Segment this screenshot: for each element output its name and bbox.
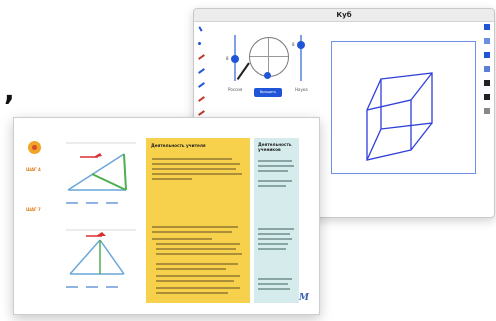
pen-tool-icon[interactable] — [196, 52, 206, 62]
camera-icon[interactable] — [484, 80, 490, 89]
text-line — [152, 168, 236, 170]
text-line — [152, 226, 238, 228]
slider-right-value: 8 — [292, 42, 295, 47]
angle-icon[interactable] — [484, 38, 490, 47]
text-line — [152, 158, 232, 160]
slider-right[interactable] — [300, 35, 302, 81]
reflect-icon[interactable] — [484, 52, 490, 61]
thumb2-legend-3 — [106, 286, 118, 288]
move-icon[interactable] — [484, 24, 490, 33]
point-tool-icon[interactable] — [196, 38, 206, 48]
teacher-activity-column — [146, 138, 250, 303]
text-line — [156, 292, 228, 294]
text-line — [156, 280, 234, 282]
slider-left-knob[interactable] — [231, 55, 239, 63]
polygon-tool-icon[interactable] — [196, 94, 206, 104]
thumb1-caption — [66, 142, 136, 144]
slider-right-knob[interactable] — [297, 41, 305, 49]
text-line — [258, 228, 294, 230]
thumb2-legend-2 — [86, 286, 98, 288]
text-line — [258, 248, 286, 250]
text-line — [258, 283, 288, 285]
video-icon[interactable] — [484, 94, 490, 103]
text-line — [258, 278, 292, 280]
thumb1-legend-3 — [106, 202, 118, 204]
text-line — [152, 163, 240, 165]
text-line — [156, 268, 226, 270]
triangle-figure-1 — [62, 146, 134, 198]
text-line — [258, 243, 288, 245]
comma-glyph: , — [4, 74, 15, 107]
slider-left-label: Россия — [228, 87, 243, 92]
segment-tool-icon[interactable] — [196, 80, 206, 90]
right-toolbar — [484, 24, 490, 122]
text-line — [156, 287, 240, 289]
step-label-1: ШАГ 4 — [26, 167, 41, 172]
window-title: Куб — [194, 9, 494, 22]
thumb1-legend-2 — [86, 202, 98, 204]
step-label-2: ШАГ 7 — [26, 207, 41, 212]
slider-left[interactable] — [234, 35, 236, 81]
text-line — [258, 238, 292, 240]
text-line — [258, 180, 292, 182]
layers-icon[interactable] — [484, 66, 490, 75]
text-line — [156, 253, 242, 255]
thumb2-caption — [66, 229, 136, 231]
text-line — [156, 243, 240, 245]
text-line — [258, 165, 294, 167]
thumb2-legend-1 — [66, 286, 78, 288]
text-line — [152, 231, 232, 233]
text-line — [258, 233, 290, 235]
rotate-button[interactable]: Вращать — [254, 88, 282, 97]
student-column-heading: Деятельность учеников — [258, 142, 292, 152]
lesson-slide — [13, 117, 320, 315]
slider-left-value: 8 — [226, 56, 229, 61]
drawing-canvas[interactable] — [331, 41, 476, 174]
text-line — [258, 160, 292, 162]
text-line — [156, 248, 236, 250]
text-line — [258, 185, 286, 187]
cube-drawing — [332, 42, 475, 173]
text-line — [152, 178, 192, 180]
triangle-figure-2 — [62, 232, 134, 282]
text-line — [156, 263, 238, 265]
text-line — [152, 173, 242, 175]
m-logo-icon: M — [299, 293, 309, 303]
cursor-tool-icon[interactable] — [196, 24, 206, 34]
rotation-dial[interactable] — [249, 37, 289, 77]
teacher-column-heading: Деятельность учителя — [151, 143, 206, 148]
text-line — [152, 238, 212, 240]
slider-right-label: Наука — [295, 87, 308, 92]
text-line — [156, 275, 240, 277]
line-tool-icon[interactable] — [196, 66, 206, 76]
dial-knob[interactable] — [264, 72, 271, 79]
text-line — [258, 170, 288, 172]
thumb1-legend-1 — [66, 202, 78, 204]
settings-icon[interactable] — [484, 108, 490, 117]
text-line — [258, 288, 290, 290]
student-activity-column — [254, 138, 299, 303]
sun-logo-icon — [28, 141, 41, 154]
